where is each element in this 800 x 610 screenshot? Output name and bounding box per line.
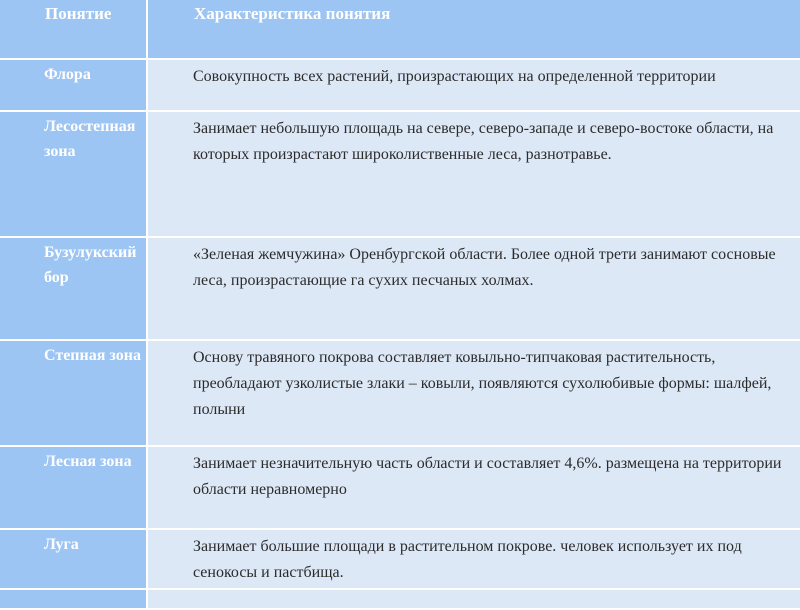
table-row: [0, 60, 800, 112]
table-header-row: [0, 0, 800, 60]
description-cell: Занимает большие площади в растительном покрове. человек использует их под сенокосы и пастбища.: [148, 530, 800, 590]
description-cell: «Зеленая жемчужина» Оренбургской области. Более одной трети занимают сосновые леса, произрастающие га сухих песчаных холмах.: [148, 238, 800, 341]
term-cell: Лесная зона: [0, 447, 148, 530]
description-cell-empty: [148, 590, 800, 610]
table-row: [0, 341, 800, 447]
table-row: [0, 530, 800, 590]
header-concept: Понятие: [0, 0, 148, 60]
description-cell: Занимает небольшую площадь на севере, северо-западе и северо-востоке области, на которых произрастают широколиственные леса, разнотравье.: [148, 112, 800, 238]
description-cell: Основу травяного покрова составляет ковыльно-типчаковая растительность, преобладают узколистые злаки – ковыли, появляются сухолюбивые формы: шалфей, полыни: [148, 341, 800, 447]
table-row: [0, 112, 800, 238]
description-cell: Совокупность всех растений, произрастающих на определенной территории: [148, 60, 800, 112]
term-cell: Флора: [0, 60, 148, 112]
term-cell-empty: [0, 590, 148, 610]
table-row: [0, 238, 800, 341]
description-cell: Занимает незначительную часть области и составляет 4,6%. размещена на территории области неравномерно: [148, 447, 800, 530]
term-cell: Бузулукский бор: [0, 238, 148, 341]
table-row-empty: [0, 590, 800, 610]
term-cell: Луга: [0, 530, 148, 590]
table-row: [0, 447, 800, 530]
header-characteristic: Характеристика понятия: [148, 0, 800, 60]
term-cell: Лесостепная зона: [0, 112, 148, 238]
term-cell: Степная зона: [0, 341, 148, 447]
